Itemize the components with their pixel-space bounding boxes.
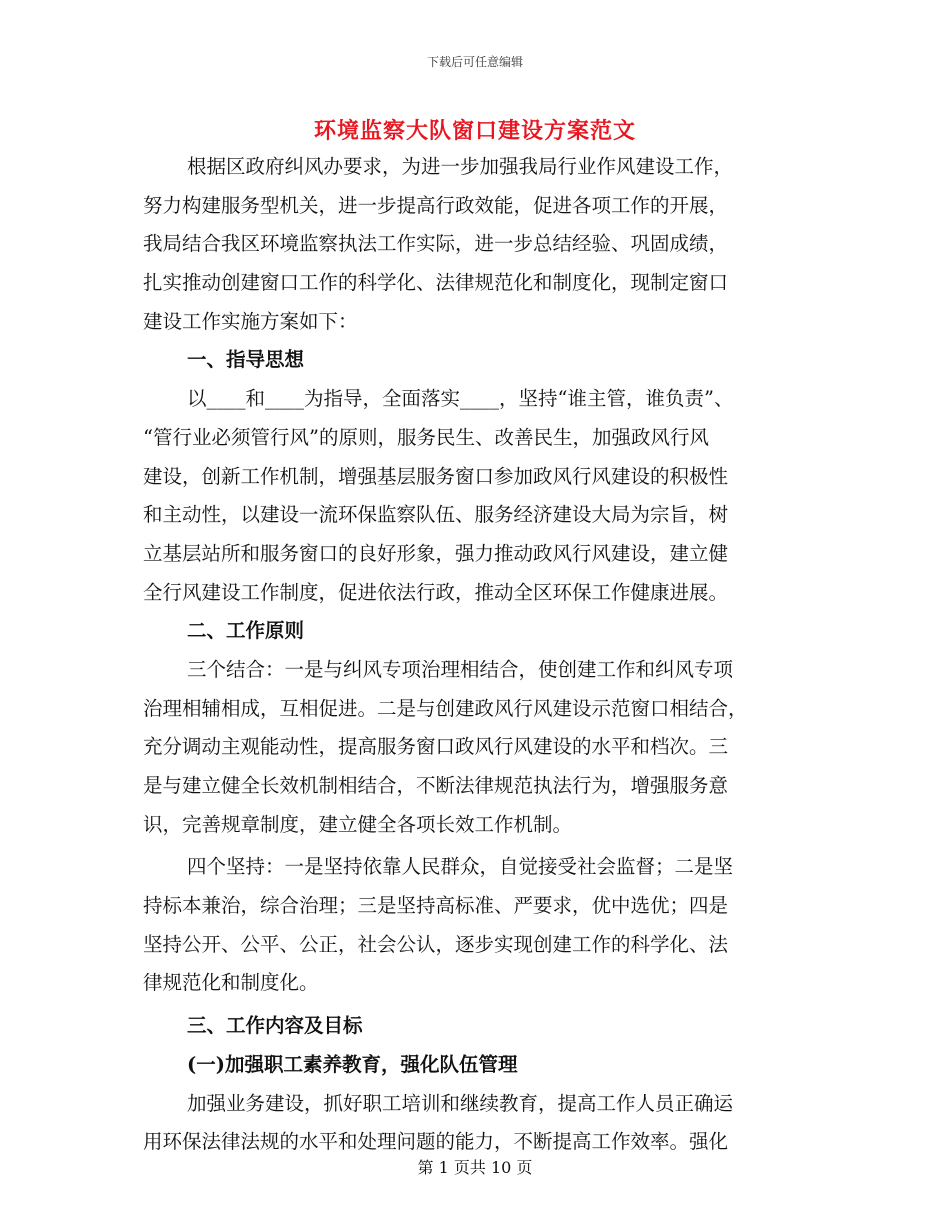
- body-line: “管行业必须管行风”的原则，服务民生、改善民生，加强政风行风: [143, 425, 709, 449]
- body-line: 坚持公开、公平、公正，社会公认，逐步实现创建工作的科学化、法: [143, 932, 729, 956]
- body-line: 建设，创新工作机制，增强基层服务窗口参加政风行风建设的积极性: [143, 464, 729, 488]
- body-line: 四个坚持：一是坚持依靠人民群众，自觉接受社会监督；二是坚: [187, 855, 734, 879]
- body-line: 持标本兼治，综合治理；三是坚持高标准、严要求，优中选优；四是: [143, 894, 729, 918]
- body-line: 三个结合：一是与纠风专项治理相结合，使创建工作和纠风专项: [187, 657, 734, 681]
- body-line: 建设工作实施方案如下：: [143, 309, 358, 333]
- body-line: 立基层站所和服务窗口的良好形象，强力推动政风行风建设，建立健: [143, 541, 729, 565]
- section-heading: 三、工作内容及目标: [187, 1014, 363, 1038]
- body-line: 是与建立健全长效机制相结合，不断法律规范执法行为，增强服务意: [143, 774, 729, 797]
- subsection-heading: (一)加强职工素养教育，强化队伍管理: [187, 1052, 518, 1076]
- body-line: 根据区政府纠风办要求，为进一步加强我局行业作风建设工作，: [187, 155, 734, 178]
- body-line: 用环保法律法规的水平和处理问题的能力，不断提高工作效率。强化: [143, 1130, 729, 1154]
- body-line: 全行风建设工作制度，促进依法行政，推动全区环保工作健康进展。: [143, 580, 729, 604]
- document-body: [143, 148, 808, 1162]
- body-line: 加强业务建设，抓好职工培训和继续教育，提高工作人员正确运: [187, 1091, 734, 1115]
- body-line: 努力构建服务型机关，进一步提高行政效能，促进各项工作的开展，: [143, 193, 729, 217]
- body-line: 以____和____为指导，全面落实____，坚持“谁主管，谁负责”、: [187, 387, 734, 411]
- body-line: 律规范化和制度化。: [143, 971, 319, 995]
- body-line: 扎实推动创建窗口工作的科学化、法律规范化和制度化，现制定窗口: [143, 271, 729, 295]
- body-line: 我局结合我区环境监察执法工作实际，进一步总结经验、巩固成绩，: [143, 232, 729, 256]
- document-title: 环境监察大队窗口建设方案范文: [313, 118, 636, 144]
- body-line: 和主动性，以建设一流环保监察队伍、服务经济建设大局为宗旨，树: [143, 503, 729, 527]
- page-header: 下载后可任意编辑: [426, 55, 523, 69]
- body-line: 识，完善规章制度，建立健全各项长效工作机制。: [143, 812, 573, 836]
- body-line: 充分调动主观能动性，提高服务窗口政风行风建设的水平和档次。三: [143, 735, 729, 759]
- section-heading: 一、指导思想: [187, 348, 305, 372]
- section-heading: 二、工作原则: [187, 619, 305, 643]
- body-line: 治理相辅相成，互相促进。二是与创建政风行风建设示范窗口相结合，: [143, 696, 748, 720]
- page-footer: 第 1 页共 10 页: [417, 1158, 533, 1177]
